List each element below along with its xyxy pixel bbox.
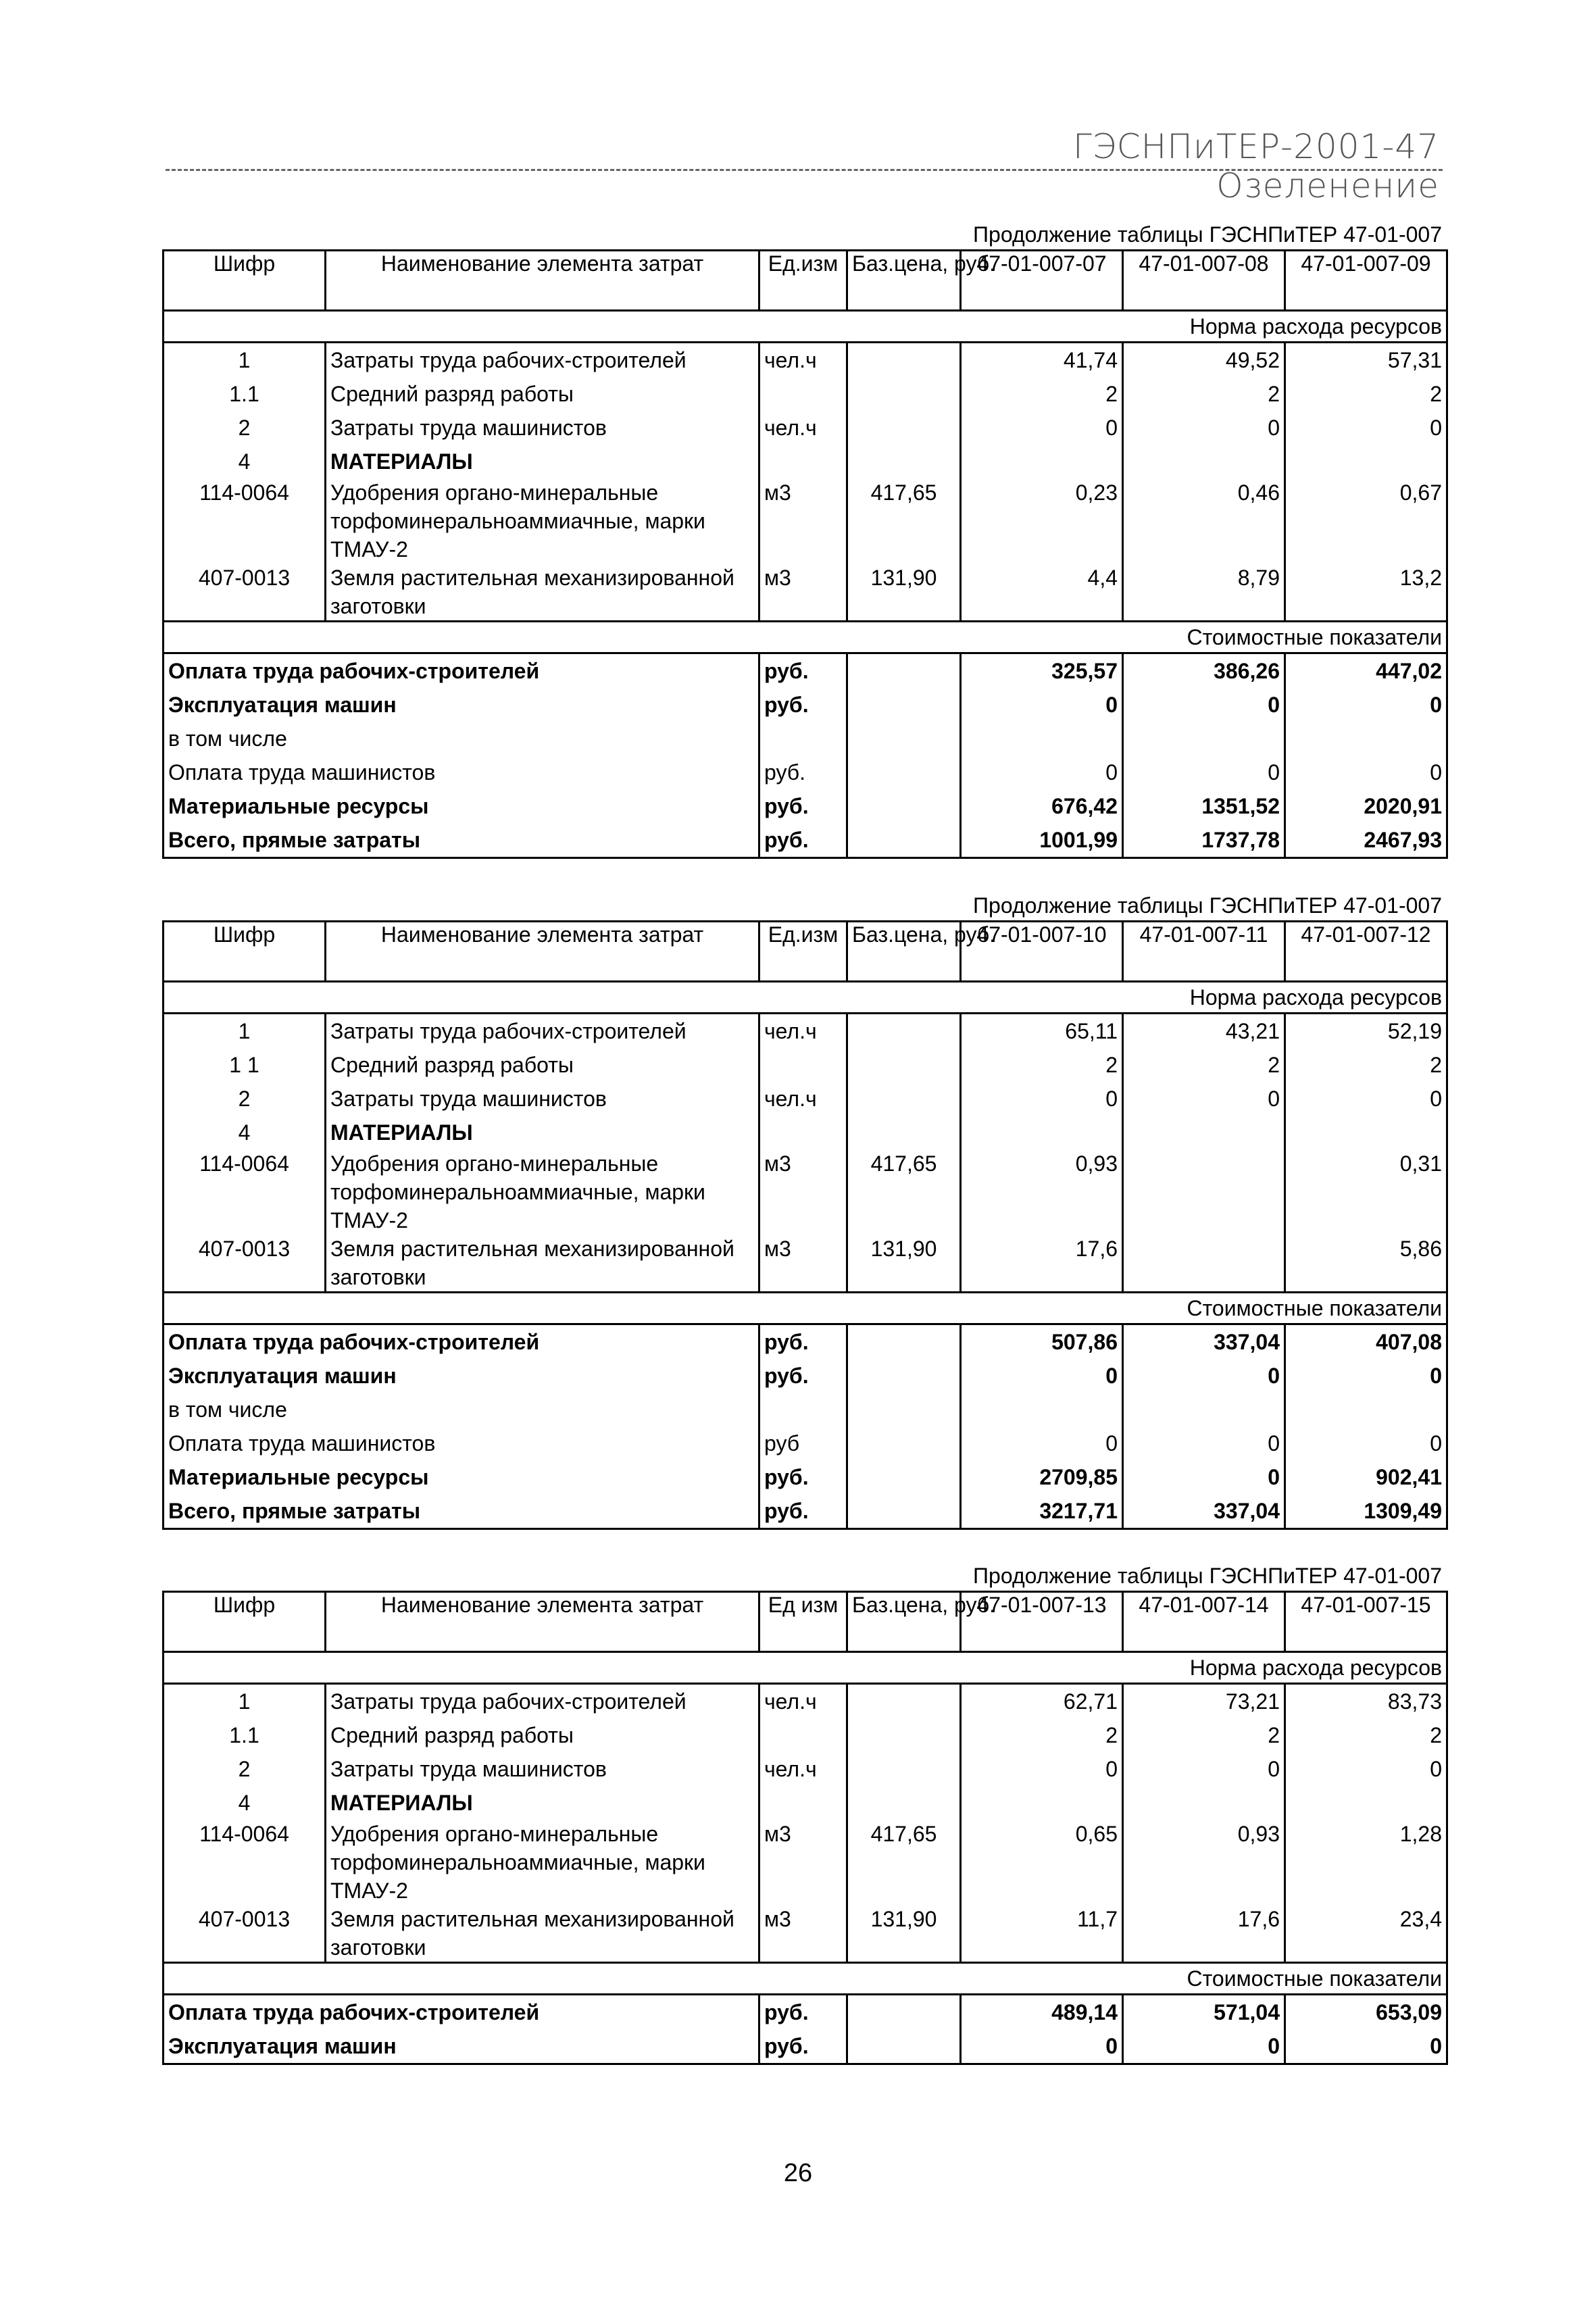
norm-label: Норма расхода ресурсов bbox=[164, 311, 1447, 343]
resource-table bbox=[162, 249, 1448, 859]
cell-price bbox=[847, 411, 961, 445]
cell-price bbox=[847, 1082, 961, 1116]
document-header-title: ГЭСНПиТЕР-2001-47 Озеленение bbox=[1072, 127, 1439, 205]
cell-name: Затраты труда машинистов bbox=[326, 1082, 759, 1116]
cost-row-label: Материальные ресурсы bbox=[164, 789, 759, 823]
cost-row bbox=[164, 722, 1447, 755]
cell-shifr: 1.1 bbox=[164, 1718, 326, 1752]
cell-name: Затраты труда рабочих-строителей bbox=[326, 343, 759, 378]
cell-value: 65,11 bbox=[961, 1014, 1123, 1049]
cell-price bbox=[847, 445, 961, 478]
cell-unit bbox=[759, 1116, 847, 1149]
col-header-unit: Ед.изм bbox=[759, 251, 847, 311]
cost-unit bbox=[759, 1393, 847, 1426]
cost-empty bbox=[847, 653, 961, 689]
cost-unit: руб bbox=[759, 1426, 847, 1460]
cost-row bbox=[164, 2029, 1447, 2064]
cell-value: 0,65 bbox=[961, 1820, 1123, 1905]
cell-value bbox=[1285, 1786, 1447, 1820]
cell-price bbox=[847, 1014, 961, 1049]
cell-price bbox=[847, 377, 961, 411]
cost-empty bbox=[847, 755, 961, 789]
table-row bbox=[164, 1752, 1447, 1786]
cost-row-label: Эксплуатация машин bbox=[164, 2029, 759, 2064]
cell-unit: м3 bbox=[759, 1820, 847, 1905]
cost-unit: руб. bbox=[759, 1995, 847, 2030]
cell-unit: м3 bbox=[759, 1905, 847, 1963]
cost-header-row bbox=[164, 1293, 1447, 1324]
cost-value bbox=[961, 722, 1123, 755]
cost-value: 407,08 bbox=[1285, 1324, 1447, 1360]
page-number: 26 bbox=[783, 2159, 813, 2187]
cell-shifr: 114-0064 bbox=[164, 1820, 326, 1905]
cell-unit bbox=[759, 1786, 847, 1820]
cell-price bbox=[847, 1116, 961, 1149]
cell-value bbox=[961, 1786, 1123, 1820]
cell-value: 1,28 bbox=[1285, 1820, 1447, 1905]
col-header-shifr: Шифр bbox=[164, 922, 326, 982]
col-header-code: 47-01-007-13 bbox=[961, 1592, 1123, 1652]
cell-shifr: 407-0013 bbox=[164, 564, 326, 622]
table-header-row bbox=[164, 922, 1447, 982]
cell-price: 417,65 bbox=[847, 1820, 961, 1905]
cost-empty bbox=[847, 1426, 961, 1460]
cell-value bbox=[1123, 1235, 1285, 1293]
cell-shifr: 1 bbox=[164, 1684, 326, 1719]
cost-empty bbox=[847, 1995, 961, 2030]
cost-unit: руб. bbox=[759, 823, 847, 858]
cost-row-label: Эксплуатация машин bbox=[164, 688, 759, 722]
cost-empty bbox=[847, 1460, 961, 1494]
resource-table bbox=[162, 920, 1448, 1530]
cell-shifr: 114-0064 bbox=[164, 478, 326, 564]
cost-value: 571,04 bbox=[1123, 1995, 1285, 2030]
cost-empty bbox=[847, 722, 961, 755]
table-row bbox=[164, 1905, 1447, 1963]
cost-value: 0 bbox=[1123, 2029, 1285, 2064]
cell-value bbox=[1285, 445, 1447, 478]
cell-value: 2 bbox=[961, 1048, 1123, 1082]
cost-empty bbox=[847, 688, 961, 722]
col-header-code: 47-01-007-11 bbox=[1123, 922, 1285, 982]
cost-row bbox=[164, 789, 1447, 823]
cell-unit bbox=[759, 445, 847, 478]
cell-value: 0,67 bbox=[1285, 478, 1447, 564]
cell-unit: чел.ч bbox=[759, 411, 847, 445]
cell-value: 2 bbox=[1123, 377, 1285, 411]
col-header-code: 47-01-007-08 bbox=[1123, 251, 1285, 311]
cost-value: 337,04 bbox=[1123, 1324, 1285, 1360]
cost-empty bbox=[847, 2029, 961, 2064]
cost-value: 0 bbox=[1123, 755, 1285, 789]
cost-row bbox=[164, 1359, 1447, 1393]
cell-value: 11,7 bbox=[961, 1905, 1123, 1963]
cell-value: 8,79 bbox=[1123, 564, 1285, 622]
cost-value bbox=[1285, 722, 1447, 755]
cost-row bbox=[164, 1995, 1447, 2030]
cost-empty bbox=[847, 1494, 961, 1529]
cell-price bbox=[847, 1786, 961, 1820]
cost-value: 902,41 bbox=[1285, 1460, 1447, 1494]
cost-value: 0 bbox=[961, 2029, 1123, 2064]
cell-unit bbox=[759, 1048, 847, 1082]
cost-value: 1737,78 bbox=[1123, 823, 1285, 858]
col-header-base-price: Баз.цена, руб. bbox=[847, 251, 961, 311]
cell-unit: м3 bbox=[759, 478, 847, 564]
cost-value: 0 bbox=[961, 1426, 1123, 1460]
cost-value: 0 bbox=[1285, 1426, 1447, 1460]
col-header-shifr: Шифр bbox=[164, 251, 326, 311]
cell-name: Средний разряд работы bbox=[326, 1718, 759, 1752]
cost-value: 325,57 bbox=[961, 653, 1123, 689]
cell-name: Затраты труда рабочих-строителей bbox=[326, 1014, 759, 1049]
cost-value: 0 bbox=[961, 688, 1123, 722]
cost-value: 0 bbox=[1285, 755, 1447, 789]
cost-value: 1309,49 bbox=[1285, 1494, 1447, 1529]
cell-price: 131,90 bbox=[847, 564, 961, 622]
cost-value: 2467,93 bbox=[1285, 823, 1447, 858]
cell-unit: м3 bbox=[759, 564, 847, 622]
cost-value: 489,14 bbox=[961, 1995, 1123, 2030]
cost-value: 3217,71 bbox=[961, 1494, 1123, 1529]
cost-label: Стоимостные показатели bbox=[164, 1293, 1447, 1324]
col-header-code: 47-01-007-07 bbox=[961, 251, 1123, 311]
cell-value bbox=[1123, 1149, 1285, 1235]
cell-name: МАТЕРИАЛЫ bbox=[326, 445, 759, 478]
cost-row-label: Эксплуатация машин bbox=[164, 1359, 759, 1393]
norm-row bbox=[164, 1652, 1447, 1684]
cell-name: МАТЕРИАЛЫ bbox=[326, 1116, 759, 1149]
cell-shifr: 2 bbox=[164, 411, 326, 445]
cell-value bbox=[1123, 1116, 1285, 1149]
cell-value: 0 bbox=[1285, 411, 1447, 445]
table-header-row bbox=[164, 251, 1447, 311]
cost-row-label: Всего, прямые затраты bbox=[164, 823, 759, 858]
cost-row-label: Оплата труда машинистов bbox=[164, 1426, 759, 1460]
col-header-name: Наименование элемента затрат bbox=[326, 251, 759, 311]
cell-value: 13,2 bbox=[1285, 564, 1447, 622]
cost-value: 507,86 bbox=[961, 1324, 1123, 1360]
cost-unit: руб. bbox=[759, 789, 847, 823]
cost-value: 0 bbox=[1285, 2029, 1447, 2064]
cell-shifr: 1.1 bbox=[164, 377, 326, 411]
cell-price: 417,65 bbox=[847, 478, 961, 564]
col-header-code: 47-01-007-09 bbox=[1285, 251, 1447, 311]
cell-unit: чел.ч bbox=[759, 1684, 847, 1719]
cell-value: 73,21 bbox=[1123, 1684, 1285, 1719]
norm-row bbox=[164, 982, 1447, 1014]
cost-value bbox=[1123, 1393, 1285, 1426]
cell-name: Затраты труда машинистов bbox=[326, 411, 759, 445]
cell-value: 49,52 bbox=[1123, 343, 1285, 378]
cell-value: 2 bbox=[961, 1718, 1123, 1752]
cost-value bbox=[961, 1393, 1123, 1426]
table-row bbox=[164, 1014, 1447, 1049]
header-divider bbox=[166, 169, 1443, 171]
cost-unit: руб. bbox=[759, 688, 847, 722]
col-header-unit: Ед изм bbox=[759, 1592, 847, 1652]
cost-row-label: Оплата труда рабочих-строителей bbox=[164, 653, 759, 689]
cell-unit bbox=[759, 377, 847, 411]
cost-empty bbox=[847, 1393, 961, 1426]
cell-value: 0 bbox=[1123, 1752, 1285, 1786]
cell-value: 17,6 bbox=[1123, 1905, 1285, 1963]
cell-value: 0,93 bbox=[1123, 1820, 1285, 1905]
cost-row bbox=[164, 688, 1447, 722]
cell-shifr: 407-0013 bbox=[164, 1905, 326, 1963]
cell-value: 41,74 bbox=[961, 343, 1123, 378]
cell-value: 52,19 bbox=[1285, 1014, 1447, 1049]
cost-unit: руб. bbox=[759, 2029, 847, 2064]
cost-row-label: Оплата труда рабочих-строителей bbox=[164, 1324, 759, 1360]
cell-value: 0 bbox=[1123, 1082, 1285, 1116]
cell-name: Удобрения органо-минеральные торфоминеральноаммиачные, марки ТМАУ-2 bbox=[326, 1149, 759, 1235]
table-row bbox=[164, 564, 1447, 622]
cell-shifr: 2 bbox=[164, 1082, 326, 1116]
cost-row-label: Всего, прямые затраты bbox=[164, 1494, 759, 1529]
cost-row-label: Оплата труда рабочих-строителей bbox=[164, 1995, 759, 2030]
cell-shifr: 407-0013 bbox=[164, 1235, 326, 1293]
cell-shifr: 114-0064 bbox=[164, 1149, 326, 1235]
cell-unit: чел.ч bbox=[759, 1082, 847, 1116]
cell-unit: чел.ч bbox=[759, 1014, 847, 1049]
cell-value: 0 bbox=[961, 1752, 1123, 1786]
table-header-row bbox=[164, 1592, 1447, 1652]
cell-value: 0,46 bbox=[1123, 478, 1285, 564]
table-row bbox=[164, 1116, 1447, 1149]
cost-value: 676,42 bbox=[961, 789, 1123, 823]
cost-value: 0 bbox=[1285, 688, 1447, 722]
cost-value: 0 bbox=[1123, 1426, 1285, 1460]
cell-price bbox=[847, 1718, 961, 1752]
cell-value: 0 bbox=[1123, 411, 1285, 445]
resource-table bbox=[162, 1591, 1448, 2065]
cost-row bbox=[164, 1393, 1447, 1426]
cost-row bbox=[164, 653, 1447, 689]
cost-value: 2709,85 bbox=[961, 1460, 1123, 1494]
table-row bbox=[164, 1048, 1447, 1082]
cell-unit: м3 bbox=[759, 1235, 847, 1293]
cost-empty bbox=[847, 823, 961, 858]
cell-value: 62,71 bbox=[961, 1684, 1123, 1719]
cell-unit: м3 bbox=[759, 1149, 847, 1235]
cost-row bbox=[164, 1324, 1447, 1360]
cell-value: 0 bbox=[1285, 1082, 1447, 1116]
norm-label: Норма расхода ресурсов bbox=[164, 982, 1447, 1014]
cost-value: 0 bbox=[961, 755, 1123, 789]
cell-price bbox=[847, 1048, 961, 1082]
cell-value: 43,21 bbox=[1123, 1014, 1285, 1049]
cost-row-label: в том числе bbox=[164, 722, 759, 755]
cell-shifr: 4 bbox=[164, 1116, 326, 1149]
cost-value: 0 bbox=[1123, 1460, 1285, 1494]
cell-name: Удобрения органо-минеральные торфоминеральноаммиачные, марки ТМАУ-2 bbox=[326, 478, 759, 564]
col-header-code: 47-01-007-10 bbox=[961, 922, 1123, 982]
cell-value bbox=[1123, 445, 1285, 478]
cell-value: 83,73 bbox=[1285, 1684, 1447, 1719]
cell-unit: чел.ч bbox=[759, 343, 847, 378]
table-block-2 bbox=[162, 891, 1446, 1530]
cost-value: 0 bbox=[1285, 1359, 1447, 1393]
cell-value: 0,23 bbox=[961, 478, 1123, 564]
cell-value: 0 bbox=[1285, 1752, 1447, 1786]
table-row bbox=[164, 478, 1447, 564]
col-header-name: Наименование элемента затрат bbox=[326, 922, 759, 982]
cost-value: 337,04 bbox=[1123, 1494, 1285, 1529]
table-block-3 bbox=[162, 1561, 1446, 2065]
cost-empty bbox=[847, 789, 961, 823]
cost-row bbox=[164, 823, 1447, 858]
cell-value: 2 bbox=[1285, 1718, 1447, 1752]
cell-value: 0,31 bbox=[1285, 1149, 1447, 1235]
col-header-unit: Ед.изм bbox=[759, 922, 847, 982]
cell-shifr: 4 bbox=[164, 1786, 326, 1820]
cost-unit: руб. bbox=[759, 1359, 847, 1393]
cell-value bbox=[961, 445, 1123, 478]
table-row bbox=[164, 445, 1447, 478]
table-row bbox=[164, 377, 1447, 411]
cell-value bbox=[1285, 1116, 1447, 1149]
table-caption: Продолжение таблицы ГЭСНПиТЕР 47-01-007 bbox=[973, 222, 1442, 247]
cell-value: 57,31 bbox=[1285, 343, 1447, 378]
cost-unit: руб. bbox=[759, 1324, 847, 1360]
cell-value: 2 bbox=[1123, 1718, 1285, 1752]
cost-value: 447,02 bbox=[1285, 653, 1447, 689]
cost-row-label: Материальные ресурсы bbox=[164, 1460, 759, 1494]
cell-name: Средний разряд работы bbox=[326, 1048, 759, 1082]
cell-name: Средний разряд работы bbox=[326, 377, 759, 411]
cell-unit: чел.ч bbox=[759, 1752, 847, 1786]
cost-value bbox=[1285, 1393, 1447, 1426]
cost-value bbox=[1123, 722, 1285, 755]
cost-value: 386,26 bbox=[1123, 653, 1285, 689]
cell-value: 2 bbox=[961, 377, 1123, 411]
table-block-1 bbox=[162, 220, 1446, 859]
col-header-base-price: Баз.цена, руб. bbox=[847, 922, 961, 982]
cell-unit bbox=[759, 1718, 847, 1752]
cell-price bbox=[847, 1684, 961, 1719]
cell-price: 131,90 bbox=[847, 1235, 961, 1293]
cost-header-row bbox=[164, 1963, 1447, 1995]
cost-unit: руб. bbox=[759, 1494, 847, 1529]
cost-value: 1351,52 bbox=[1123, 789, 1285, 823]
cost-label: Стоимостные показатели bbox=[164, 1963, 1447, 1995]
cell-name: Земля растительная механизированной заготовки bbox=[326, 564, 759, 622]
cost-value: 1001,99 bbox=[961, 823, 1123, 858]
table-row bbox=[164, 1082, 1447, 1116]
cost-empty bbox=[847, 1359, 961, 1393]
cost-value: 653,09 bbox=[1285, 1995, 1447, 2030]
cell-value: 17,6 bbox=[961, 1235, 1123, 1293]
norm-row bbox=[164, 311, 1447, 343]
table-row bbox=[164, 1786, 1447, 1820]
cell-value: 2 bbox=[1123, 1048, 1285, 1082]
cost-value: 0 bbox=[961, 1359, 1123, 1393]
cell-value: 5,86 bbox=[1285, 1235, 1447, 1293]
cost-empty bbox=[847, 1324, 961, 1360]
cost-value: 2020,91 bbox=[1285, 789, 1447, 823]
col-header-shifr: Шифр bbox=[164, 1592, 326, 1652]
cell-value: 0,93 bbox=[961, 1149, 1123, 1235]
cost-unit bbox=[759, 722, 847, 755]
col-header-name: Наименование элемента затрат bbox=[326, 1592, 759, 1652]
cost-value: 0 bbox=[1123, 1359, 1285, 1393]
cost-row-label: Оплата труда машинистов bbox=[164, 755, 759, 789]
cell-name: Затраты труда машинистов bbox=[326, 1752, 759, 1786]
cell-value: 2 bbox=[1285, 377, 1447, 411]
col-header-code: 47-01-007-12 bbox=[1285, 922, 1447, 982]
cell-value: 2 bbox=[1285, 1048, 1447, 1082]
table-row bbox=[164, 1718, 1447, 1752]
cell-name: МАТЕРИАЛЫ bbox=[326, 1786, 759, 1820]
cost-value: 0 bbox=[1123, 688, 1285, 722]
cost-row bbox=[164, 755, 1447, 789]
cell-name: Земля растительная механизированной заготовки bbox=[326, 1905, 759, 1963]
table-row bbox=[164, 1149, 1447, 1235]
cost-header-row bbox=[164, 622, 1447, 653]
cell-price: 131,90 bbox=[847, 1905, 961, 1963]
cell-value: 4,4 bbox=[961, 564, 1123, 622]
cost-row bbox=[164, 1460, 1447, 1494]
cell-shifr: 1 bbox=[164, 1014, 326, 1049]
col-header-code: 47-01-007-15 bbox=[1285, 1592, 1447, 1652]
cost-row bbox=[164, 1426, 1447, 1460]
cell-value: 0 bbox=[961, 411, 1123, 445]
cell-shifr: 4 bbox=[164, 445, 326, 478]
col-header-code: 47-01-007-14 bbox=[1123, 1592, 1285, 1652]
cost-unit: руб. bbox=[759, 755, 847, 789]
cell-value: 0 bbox=[961, 1082, 1123, 1116]
cost-row-label: в том числе bbox=[164, 1393, 759, 1426]
cell-shifr: 1 bbox=[164, 343, 326, 378]
table-row bbox=[164, 411, 1447, 445]
table-caption: Продолжение таблицы ГЭСНПиТЕР 47-01-007 bbox=[973, 1564, 1442, 1588]
cell-value bbox=[1123, 1786, 1285, 1820]
cell-value: 23,4 bbox=[1285, 1905, 1447, 1963]
cost-label: Стоимостные показатели bbox=[164, 622, 1447, 653]
cost-unit: руб. bbox=[759, 1460, 847, 1494]
table-row bbox=[164, 1235, 1447, 1293]
table-caption: Продолжение таблицы ГЭСНПиТЕР 47-01-007 bbox=[973, 893, 1442, 918]
table-row bbox=[164, 1684, 1447, 1719]
cell-shifr: 2 bbox=[164, 1752, 326, 1786]
cell-price bbox=[847, 1752, 961, 1786]
col-header-base-price: Баз.цена, руб. bbox=[847, 1592, 961, 1652]
norm-label: Норма расхода ресурсов bbox=[164, 1652, 1447, 1684]
cell-name: Земля растительная механизированной заготовки bbox=[326, 1235, 759, 1293]
cost-unit: руб. bbox=[759, 653, 847, 689]
cell-name: Удобрения органо-минеральные торфоминеральноаммиачные, марки ТМАУ-2 bbox=[326, 1820, 759, 1905]
cell-name: Затраты труда рабочих-строителей bbox=[326, 1684, 759, 1719]
cell-price bbox=[847, 343, 961, 378]
table-row bbox=[164, 1820, 1447, 1905]
table-row bbox=[164, 343, 1447, 378]
cell-value bbox=[961, 1116, 1123, 1149]
cost-row bbox=[164, 1494, 1447, 1529]
cell-shifr: 1 1 bbox=[164, 1048, 326, 1082]
cell-price: 417,65 bbox=[847, 1149, 961, 1235]
